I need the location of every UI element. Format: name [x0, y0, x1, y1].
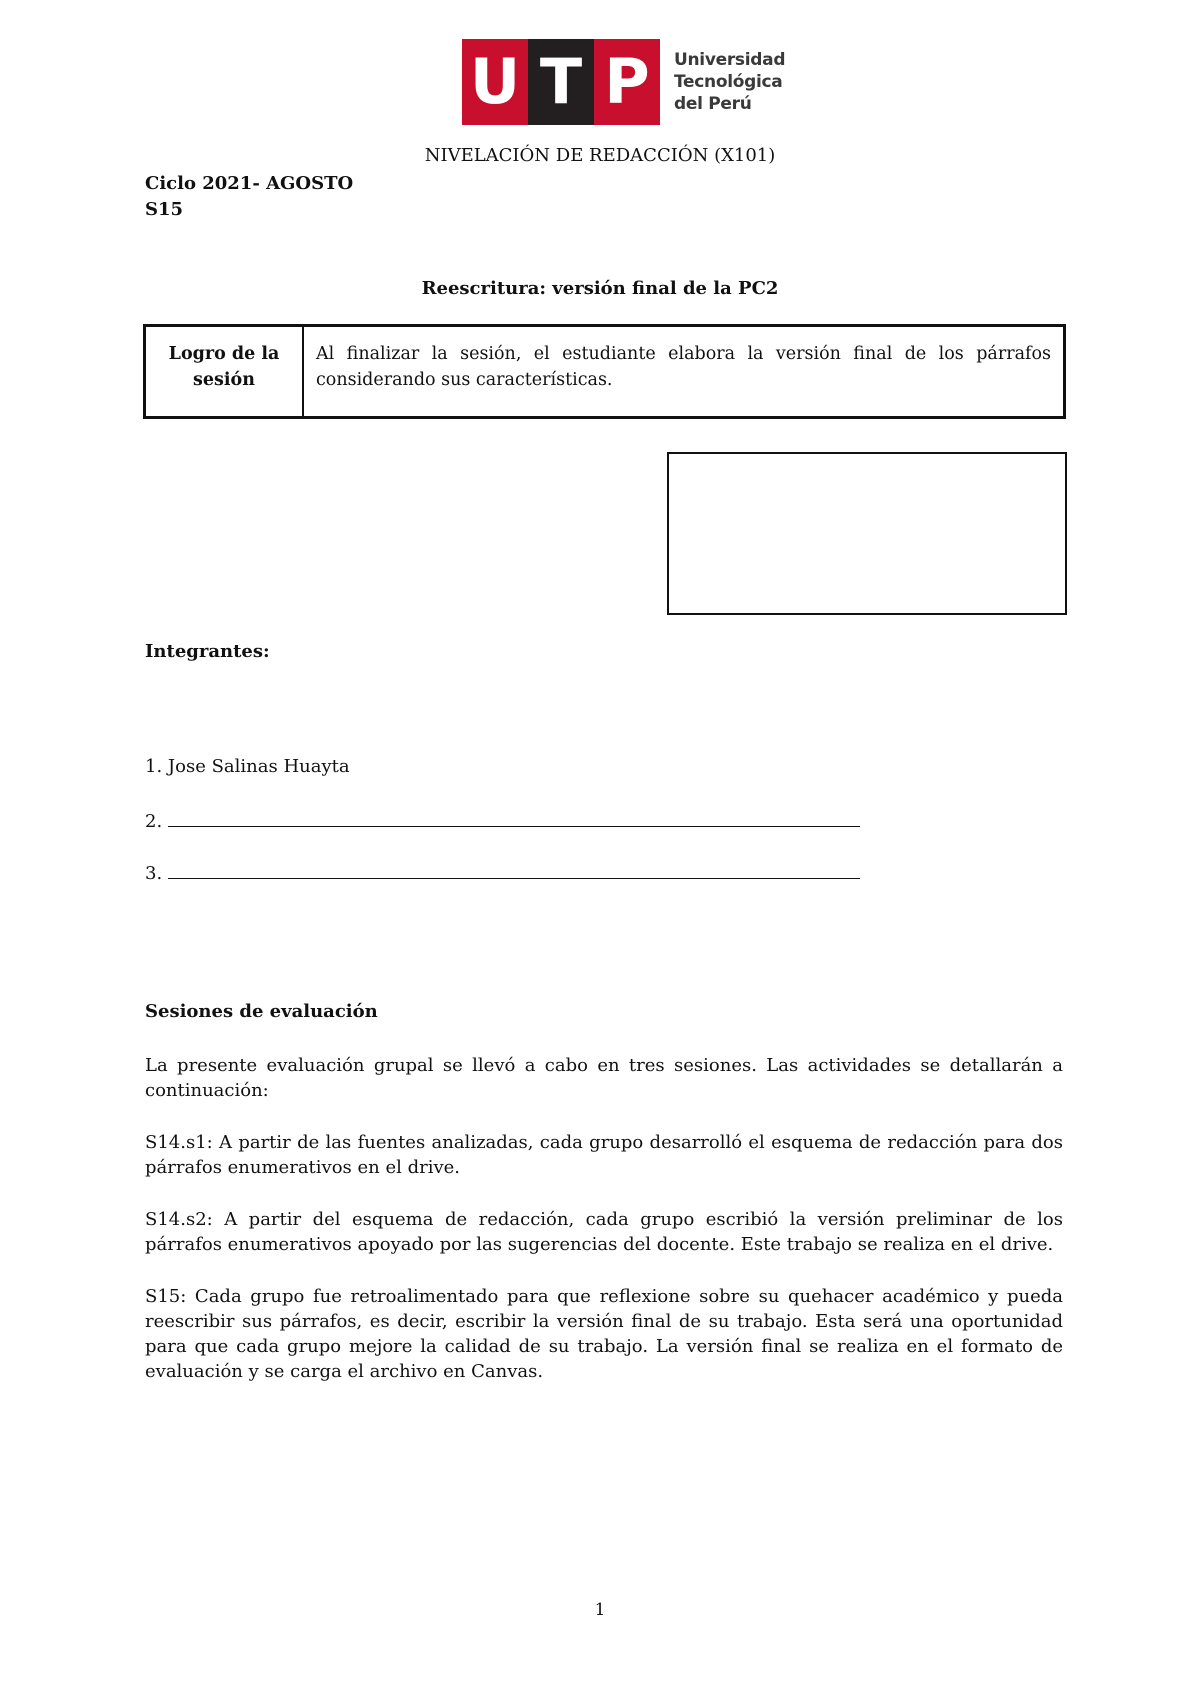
member-number: 1. [145, 756, 163, 777]
logo-mark [462, 39, 660, 125]
sessions-intro-paragraph: La presente evaluación grupal se llevó a cabo en tres sesiones. Las actividades se detallarán a continuación: [145, 1055, 1063, 1101]
sessions-heading: Sesiones de evaluación [145, 1001, 378, 1022]
session-label: S15 [145, 199, 184, 220]
session-s14s1-paragraph: S14.s1: A partir de las fuentes analizadas, cada grupo desarrolló el esquema de redacción para dos párrafos enumerativos en el drive. [145, 1132, 1063, 1178]
member-number: 2. [145, 811, 163, 832]
member-name: Jose Salinas Huayta [167, 756, 350, 777]
session-s15-paragraph: S15: Cada grupo fue retroalimentado para que reflexione sobre su quehacer académico y pueda reescribir sus párrafos, es decir, escribir la versión final de su trabajo. Esta será una oportunidad para que cada grupo mejore la calidad de su trabajo. La versión final se realiza en el formato de evaluación y se carga el archivo en Canvas. [145, 1286, 1063, 1382]
achievement-label: Logro de la sesión [145, 326, 304, 418]
grade-box [667, 452, 1067, 615]
logo-letter-t: T [528, 39, 594, 125]
member-item-2 [145, 808, 860, 832]
logo-line-2: Tecnológica [674, 71, 783, 92]
achievement-text: Al finalizar la sesión, el estudiante elabora la versión final de los párrafos considerando sus características. [303, 326, 1065, 418]
session-s14s2-paragraph: S14.s2: A partir del esquema de redacción, cada grupo escribió la versión preliminar de los párrafos enumerativos apoyado por las sugerencias del docente. Este trabajo se realiza en el drive. [145, 1209, 1063, 1255]
page-number: 1 [594, 1600, 606, 1620]
achievement-row [145, 326, 1065, 418]
member-blank-line [168, 808, 860, 827]
cycle-label: Ciclo 2021- AGOSTO [145, 173, 354, 194]
cycle-info [145, 171, 353, 223]
logo-line-3: del Perú [674, 93, 752, 114]
course-title: NIVELACIÓN DE REDACCIÓN (X101) [424, 145, 776, 166]
logo-letter-p: P [594, 39, 660, 125]
member-item-1 [145, 756, 350, 777]
member-item-3 [145, 860, 860, 884]
document-title: Reescritura: versión final de la PC2 [421, 278, 779, 299]
members-heading: Integrantes: [145, 641, 270, 662]
member-number: 3. [145, 863, 163, 884]
logo-letter-u: U [462, 39, 528, 125]
logo-wordmark [674, 49, 785, 115]
logo-line-1: Universidad [674, 49, 786, 70]
utp-logo [462, 37, 804, 126]
achievement-table [143, 324, 1066, 419]
member-blank-line [168, 860, 860, 879]
